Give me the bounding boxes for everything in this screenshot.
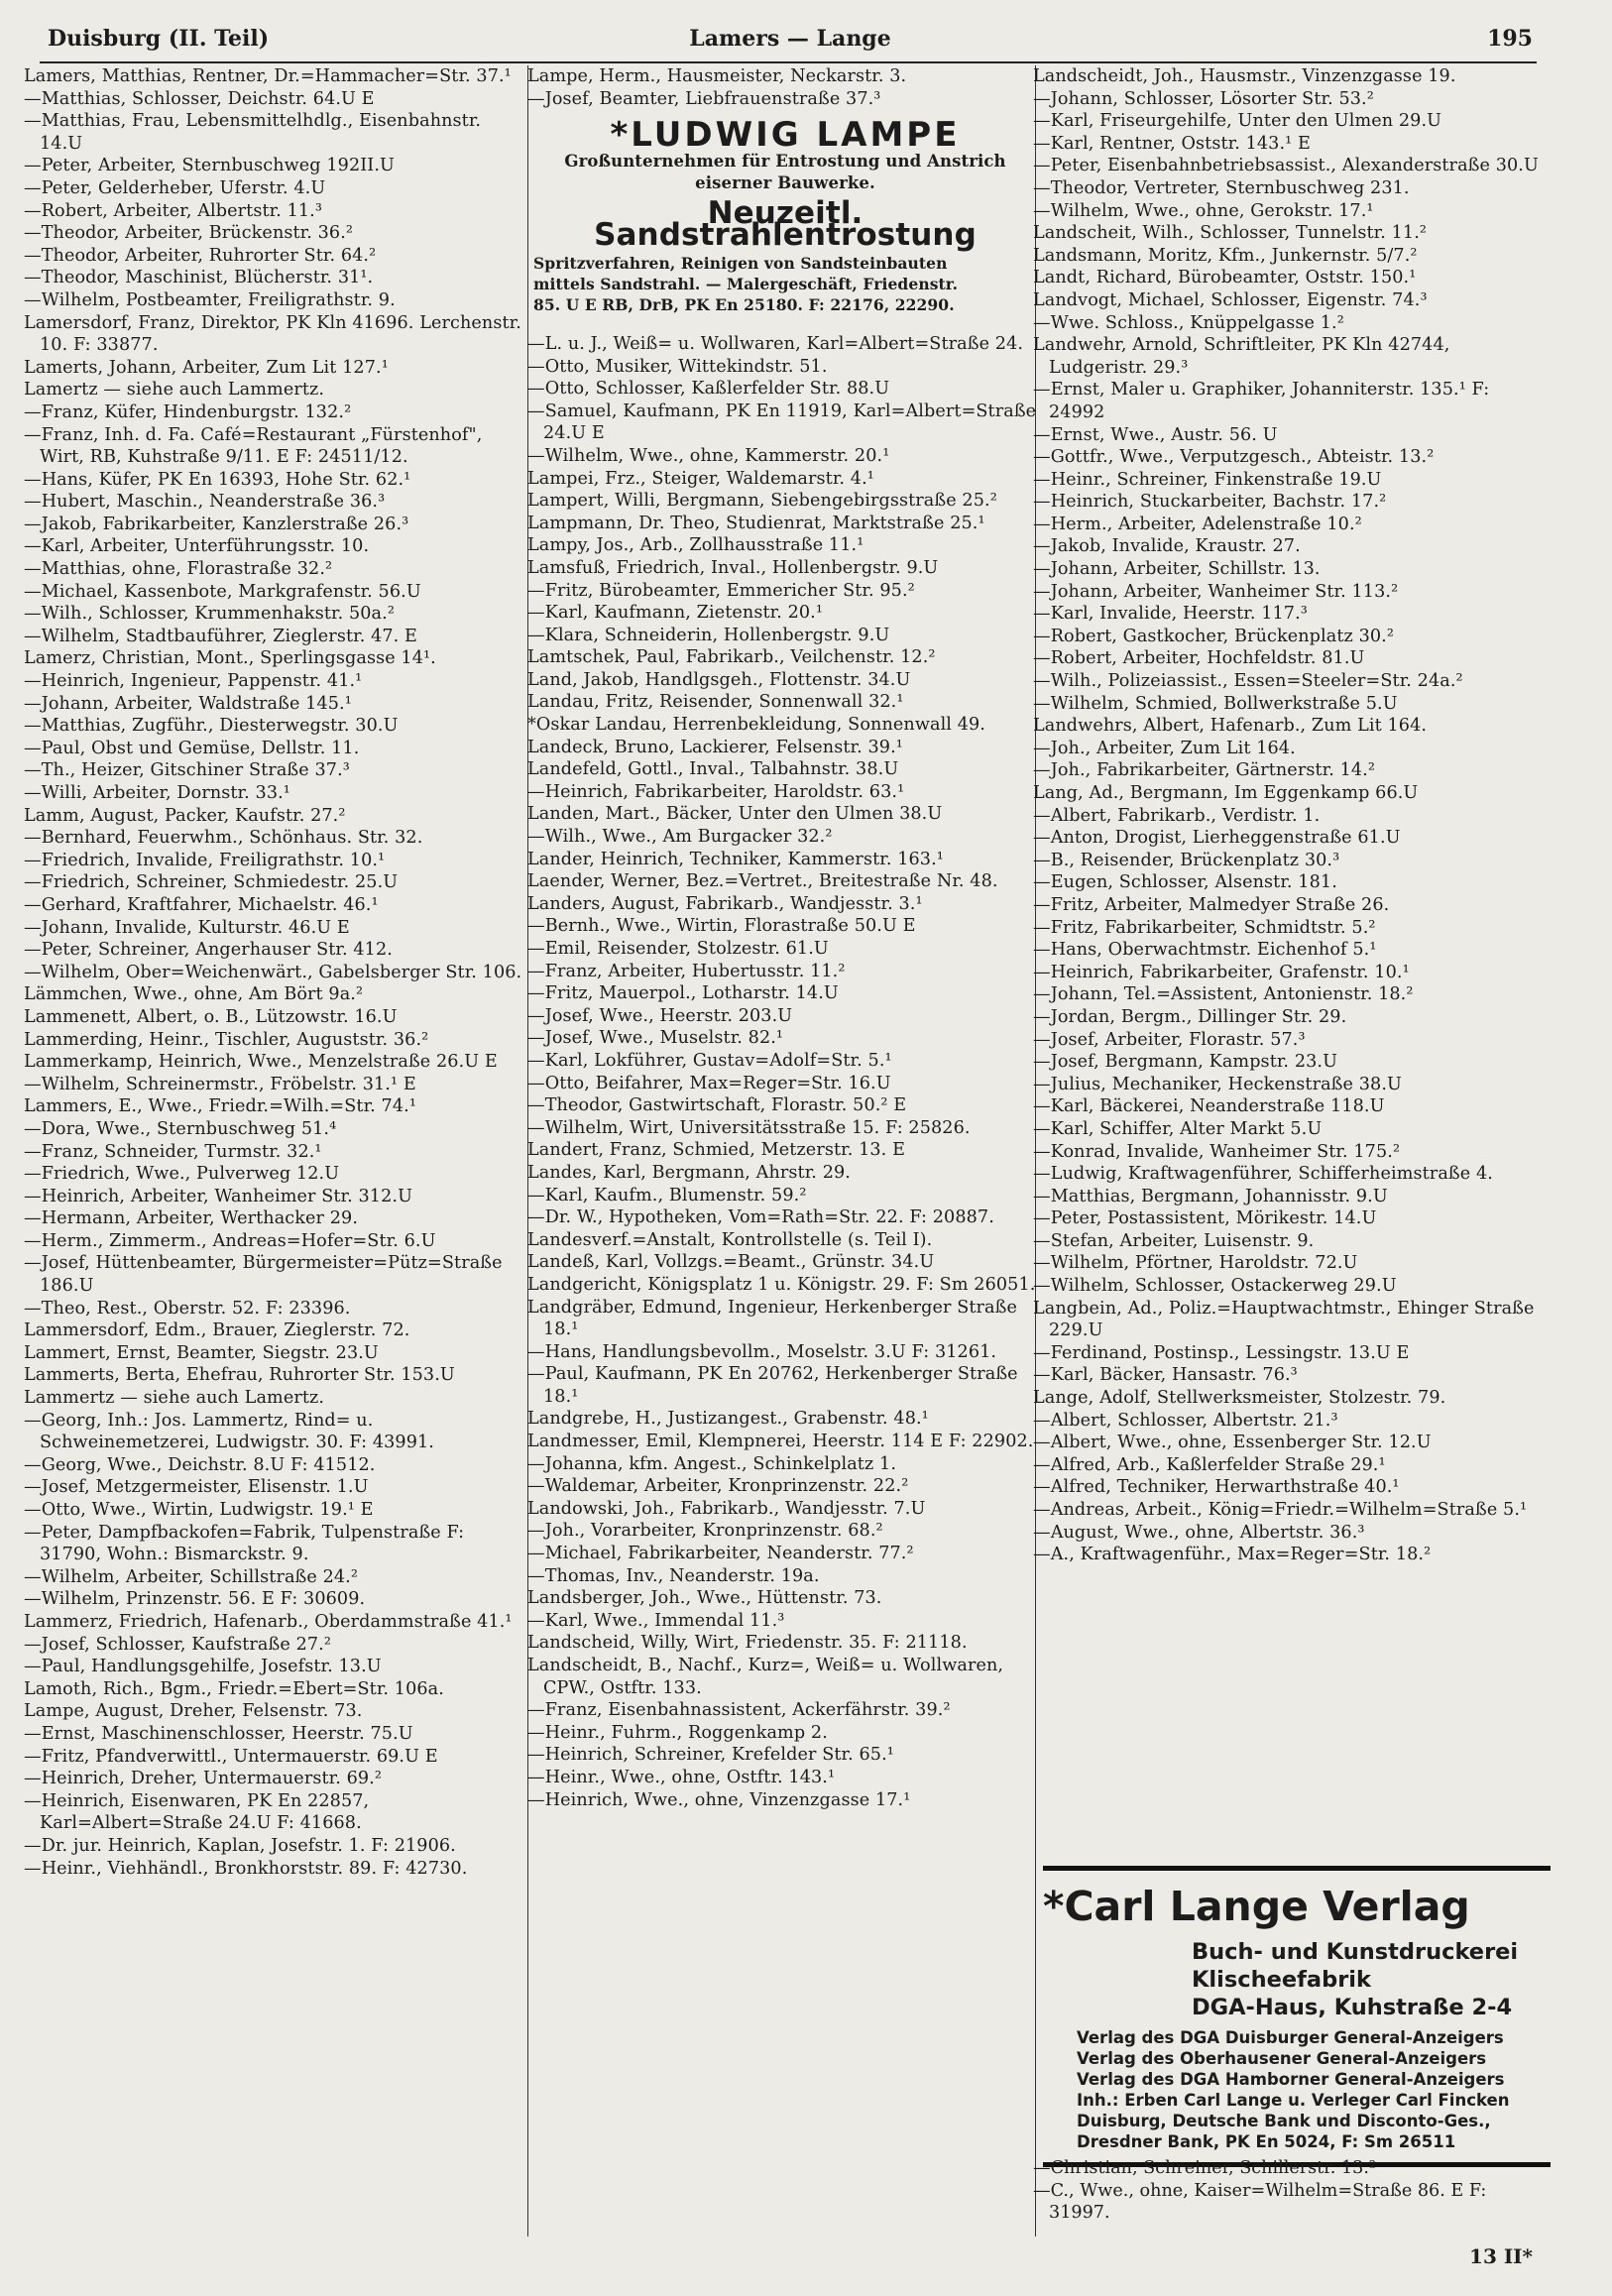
directory-entry: —Hans, Oberwachtmstr. Eichenhof 5.¹ (1033, 940, 1377, 961)
directory-entry: —C., Wwe., ohne, Kaiser=Wilhelm=Straße 86. E F: 31997. (1033, 2180, 1487, 2224)
directory-entry: —Heinrich, Arbeiter, Wanheimer Str. 312.U (24, 1186, 413, 1206)
directory-entry: —Otto, Musiker, Wittekindstr. 51. (527, 356, 828, 377)
directory-entry: —Michael, Kassenbote, Markgrafenstr. 56.U (24, 581, 421, 602)
directory-entry: —Karl, Invalide, Heerstr. 117.³ (1033, 604, 1308, 625)
directory-entry: Landowski, Joh., Fabrikarb., Wandjesstr. 7.U (527, 1498, 926, 1519)
directory-entry: Lamsfuß, Friedrich, Inval., Hollenbergstr. 9.U (527, 557, 939, 578)
directory-entry: —Karl, Friseurgehilfe, Unter den Ulmen 29.U (1033, 111, 1442, 132)
directory-entry: Landgräber, Edmund, Ingenieur, Herkenberger Straße 18.¹ (527, 1297, 1017, 1340)
directory-entry: —Joh., Vorarbeiter, Kronprinzenstr. 68.² (527, 1521, 883, 1542)
directory-entry: —Waldemar, Arbeiter, Kronprinzenstr. 22.² (527, 1476, 909, 1497)
directory-entry: —Theodor, Gastwirtschaft, Florastr. 50.² E (527, 1095, 907, 1116)
directory-entry: Lammerts, Berta, Ehefrau, Ruhrorter Str. 153.U (24, 1365, 455, 1386)
directory-entry: —Wilhelm, Schlosser, Ostackerweg 29.U (1033, 1276, 1397, 1297)
ad-line: Klischeefabrik (1192, 1967, 1371, 1993)
directory-entry: —Matthias, Frau, Lebensmittelhdlg., Eisenbahnstr. 14.U (24, 111, 482, 154)
directory-entry: —Herm., Zimmerm., Andreas=Hofer=Str. 6.U (24, 1230, 436, 1251)
directory-entry: —Paul, Kaufmann, PK En 20762, Herkenberger Straße 18.¹ (527, 1364, 1018, 1407)
directory-entry: Lampmann, Dr. Theo, Studienrat, Marktstraße 25.¹ (527, 513, 985, 533)
directory-entry: Lammerding, Heinr., Tischler, Auguststr. 36.² (24, 1029, 429, 1050)
directory-entry: —Emil, Reisender, Stolzestr. 61.U (527, 939, 829, 959)
directory-entry: Landsberger, Joh., Wwe., Hüttenstr. 73. (527, 1588, 882, 1609)
directory-entry: Lammers, E., Wwe., Friedr.=Wilh.=Str. 74.¹ (24, 1096, 416, 1117)
directory-entry: —Ferdinand, Postinsp., Lessingstr. 13.U E (1033, 1342, 1410, 1363)
directory-entry: Landen, Mart., Bäcker, Unter den Ulmen 38.U (527, 804, 943, 825)
directory-entry: Lampy, Jos., Arb., Zollhausstraße 11.¹ (527, 535, 864, 556)
directory-entry: —Karl, Schiffer, Alter Markt 5.U (1033, 1118, 1323, 1139)
directory-entry: —Gerhard, Kraftfahrer, Michaelstr. 46.¹ (24, 894, 379, 915)
directory-entry: Lange, Adolf, Stellwerksmeister, Stolzestr. 79. (1033, 1388, 1446, 1409)
ad-small-line: Verlag des DGA Duisburger General-Anzeigers (1077, 2028, 1504, 2047)
directory-entry: Landgrebe, H., Justizangest., Grabenstr. 48.¹ (527, 1409, 929, 1430)
directory-entry: Lamerz, Christian, Mont., Sperlingsgasse 14¹. (24, 648, 436, 669)
ad-title: *Carl Lange Verlag (1043, 1883, 1470, 1930)
directory-entry: Lampe, August, Dreher, Felsenstr. 73. (24, 1701, 363, 1722)
directory-entry: Lamertz — siehe auch Lammertz. (24, 380, 325, 401)
directory-entry: —Christian, Schreiner, Schillerstr. 13.² (1033, 2158, 1376, 2178)
directory-entry: —Heinr., Schreiner, Finkenstraße 19.U (1033, 469, 1382, 490)
directory-entry: Lampert, Willi, Bergmann, Siebengebirgsstraße 25.² (527, 491, 997, 512)
directory-entry: Land, Jakob, Handlgsgeh., Flottenstr. 34.U (527, 669, 911, 690)
directory-entry: Landesverf.=Anstalt, Kontrollstelle (s. Teil I). (527, 1229, 933, 1250)
directory-entry: Lammerz, Friedrich, Hafenarb., Oberdammstraße 41.¹ (24, 1611, 513, 1632)
directory-entry: Lamersdorf, Franz, Direktor, PK Kln 41696. Lerchenstr. 10. F: 33877. (24, 312, 521, 356)
directory-entry: —Robert, Gastkocher, Brückenplatz 30.² (1033, 626, 1394, 646)
directory-entry: —Josef, Beamter, Liebfrauenstraße 37.³ (527, 88, 881, 109)
directory-entry: Lammerkamp, Heinrich, Wwe., Menzelstraße 26.U E (24, 1052, 498, 1073)
ad-line: 85. U E RB, DrB, PK En 25180. F: 22176, 22290. (533, 294, 955, 314)
directory-entry: Lammertz — siehe auch Lamertz. (24, 1388, 325, 1409)
directory-entry: Lammert, Ernst, Beamter, Siegstr. 23.U (24, 1342, 379, 1363)
ad-line: mittels Sandstrahl. — Malergeschäft, Friedenstr. (533, 274, 959, 293)
ad-small-line: Dresdner Bank, PK En 5024, F: Sm 26511 (1077, 2132, 1456, 2151)
directory-entry: Landscheid, Willy, Wirt, Friedenstr. 35. F: 21118. (527, 1633, 968, 1654)
directory-entry: —Andreas, Arbeit., König=Friedr.=Wilhelm=Straße 5.¹ (1033, 1500, 1528, 1520)
directory-entry: —Anton, Drogist, Lierheggenstraße 61.U (1033, 828, 1401, 849)
directory-entry: —Albert, Fabrikarb., Verdistr. 1. (1033, 805, 1321, 826)
directory-entry: —Heinr., Wwe., ohne, Ostftr. 143.¹ (527, 1767, 836, 1787)
ad-title: *LUDWIG LAMPE (610, 115, 961, 156)
ludwig-lampe-ad (527, 110, 1043, 333)
directory-entry: —Fritz, Bürobeamter, Emmericher Str. 95.² (527, 580, 915, 601)
directory-entry: —Peter, Schreiner, Angerhauser Str. 412. (24, 940, 393, 961)
directory-entry: —Hans, Handlungsbevollm., Moselstr. 3.U F: 31261. (527, 1341, 997, 1362)
directory-entry: —Peter, Dampfbackofen=Fabrik, Tulpenstraße F: 31790, Wohn.: Bismarckstr. 9. (24, 1522, 465, 1565)
directory-entry: —Wilhelm, Ober=Weichenwärt., Gabelsberger Str. 106. (24, 962, 522, 982)
ad-small-line: Duisburg, Deutsche Bank und Disconto-Ges., (1077, 2112, 1491, 2130)
directory-entry: —Franz, Küfer, Hindenburgstr. 132.² (24, 402, 352, 422)
directory-entry: —Josef, Schlosser, Kaufstraße 27.² (24, 1634, 332, 1655)
directory-entry: —Matthias, ohne, Florastraße 32.² (24, 559, 333, 580)
directory-entry: Landvogt, Michael, Schlosser, Eigenstr. 74.³ (1033, 289, 1428, 310)
header-rule (40, 61, 1537, 63)
directory-entry: —B., Reisender, Brückenplatz 30.³ (1033, 850, 1340, 870)
directory-entry: —Friedrich, Wwe., Pulverweg 12.U (24, 1164, 340, 1185)
directory-entry: —Karl, Wwe., Immendal 11.³ (527, 1610, 785, 1631)
directory-entry: Lamerts, Johann, Arbeiter, Zum Lit 127.¹ (24, 357, 389, 378)
directory-entry: Lang, Ad., Bergmann, Im Eggenkamp 66.U (1033, 783, 1419, 803)
directory-entry: —Thomas, Inv., Neanderstr. 19a. (527, 1565, 820, 1586)
directory-entry: —Franz, Arbeiter, Hubertusstr. 11.² (527, 961, 846, 981)
directory-entry: —Alfred, Arb., Kaßlerfelder Straße 29.¹ (1033, 1454, 1386, 1475)
left-column (24, 65, 529, 2266)
directory-entry: Lammenett, Albert, o. B., Lützowstr. 16.U (24, 1006, 398, 1027)
directory-entry: —Heinr., Viehhändl., Bronkhorststr. 89. F: 42730. (24, 1858, 468, 1879)
directory-entry: —Wilhelm, Postbeamter, Freiligrathstr. 9. (24, 289, 396, 310)
directory-entry: —Karl, Arbeiter, Unterführungsstr. 10. (24, 536, 370, 557)
directory-entry: —Karl, Bäckerei, Neanderstraße 118.U (1033, 1096, 1385, 1117)
directory-entry: —Jordan, Bergm., Dillinger Str. 29. (1033, 1006, 1347, 1027)
directory-entry: —Wilh., Wwe., Am Burgacker 32.² (527, 827, 833, 848)
ad-line: Buch- und Kunstdruckerei (1192, 1939, 1519, 1965)
directory-entry: —Ludwig, Kraftwagenführer, Schifferheimstraße 4. (1033, 1164, 1493, 1185)
directory-entry: Lamtschek, Paul, Fabrikarb., Veilchenstr. 12.² (527, 647, 936, 668)
page-header (48, 22, 1533, 59)
directory-entry: —Josef, Bergmann, Kampstr. 23.U (1033, 1052, 1338, 1073)
directory-entry: —Franz, Schneider, Turmstr. 32.¹ (24, 1141, 322, 1162)
directory-entry: —Theodor, Vertreter, Sternbuschweg 231. (1033, 177, 1410, 198)
directory-entry: —Hans, Küfer, PK En 16393, Hohe Str. 62.¹ (24, 469, 411, 490)
ad-small-line: Verlag des Oberhausener General-Anzeigers (1077, 2049, 1487, 2068)
directory-entry: —Johanna, kfm. Angest., Schinkelplatz 1. (527, 1453, 897, 1474)
directory-entry: —Wilh., Polizeiassist., Essen=Steeler=Str. 24a.² (1033, 671, 1463, 692)
directory-entry: —Herm., Arbeiter, Adelenstraße 10.² (1033, 514, 1362, 534)
directory-entry: —Stefan, Arbeiter, Luisenstr. 9. (1033, 1230, 1315, 1251)
directory-entry: —Josef, Wwe., Muselstr. 82.¹ (527, 1028, 784, 1049)
directory-entry: Landau, Fritz, Reisender, Sonnenwall 32.¹ (527, 692, 904, 713)
directory-entry: Lämmchen, Wwe., ohne, Am Bört 9a.² (24, 984, 364, 1005)
directory-entry: —Josef, Wwe., Heerstr. 203.U (527, 1005, 793, 1026)
directory-entry: —Franz, Eisenbahnassistent, Ackerfährstr. 39.² (527, 1700, 951, 1721)
directory-entry: —Josef, Arbeiter, Florastr. 57.³ (1033, 1029, 1306, 1050)
directory-entry: —Johann, Tel.=Assistent, Antonienstr. 18.² (1033, 984, 1414, 1005)
right-bottom-entries (1033, 2157, 1549, 2225)
directory-entry: Lampei, Frz., Steiger, Waldemarstr. 4.¹ (527, 468, 874, 489)
page-footer: 13 II* (1469, 2244, 1533, 2268)
directory-entry: —Peter, Postassistent, Mörikestr. 14.U (1033, 1208, 1377, 1229)
directory-entry: —Matthias, Bergmann, Johannisstr. 9.U (1033, 1186, 1388, 1206)
directory-entry: —Jakob, Fabrikarbeiter, Kanzlerstraße 26.³ (24, 514, 409, 534)
directory-entry: —Klara, Schneiderin, Hollenbergstr. 9.U (527, 625, 890, 645)
directory-entry: —Joh., Arbeiter, Zum Lit 164. (1033, 738, 1296, 758)
directory-entry: —Wilh., Schlosser, Krummenhakstr. 50a.² (24, 604, 395, 625)
directory-entry: —Hubert, Maschin., Neanderstraße 36.³ (24, 492, 386, 513)
directory-entry: Landeck, Bruno, Lackierer, Felsenstr. 39.¹ (527, 737, 903, 757)
directory-entry: —Josef, Metzgermeister, Elisenstr. 1.U (24, 1477, 369, 1498)
directory-entry: —Konrad, Invalide, Wanheimer Str. 175.² (1033, 1141, 1401, 1162)
directory-entry: —Georg, Inh.: Jos. Lammertz, Rind= u. Schweinemetzerei, Ludwigstr. 30. F: 43991. (24, 1410, 434, 1453)
directory-entry: —Heinr., Fuhrm., Roggenkamp 2. (527, 1722, 828, 1743)
directory-entry: —Wilhelm, Wirt, Universitätsstraße 15. F: 25826. (527, 1117, 971, 1138)
carl-lange-verlag-ad (1043, 1866, 1551, 2167)
directory-entry: —Matthias, Zugführ., Diesterwegstr. 30.U (24, 716, 399, 737)
directory-entry: Landscheidt, B., Nachf., Kurz=, Weiß= u. Wollwaren, CPW., Ostftr. 133. (527, 1656, 1004, 1698)
directory-entry: —Eugen, Schlosser, Alsenstr. 181. (1033, 872, 1337, 893)
directory-entry: —Karl, Bäcker, Hansastr. 76.³ (1033, 1365, 1298, 1386)
directory-entry: —Dr. W., Hypotheken, Vom=Rath=Str. 22. F: 20887. (527, 1207, 994, 1228)
directory-entry: —Wilhelm, Arbeiter, Schillstraße 24.² (24, 1566, 359, 1587)
directory-entry: —Johann, Arbeiter, Wanheimer Str. 113.² (1033, 581, 1399, 602)
directory-entry: —Heinrich, Ingenieur, Pappenstr. 41.¹ (24, 671, 363, 692)
directory-entry: —Karl, Kaufmann, Zietenstr. 20.¹ (527, 603, 824, 624)
ad-line: eiserner Bauwerke. (695, 172, 875, 192)
directory-entry: Landgericht, Königsplatz 1 u. Königstr. 29. F: Sm 26051. (527, 1274, 1036, 1295)
directory-entry: —Ernst, Wwe., Austr. 56. U (1033, 424, 1278, 445)
directory-entry: —Albert, Schlosser, Albertstr. 21.³ (1033, 1410, 1338, 1431)
directory-entry: —Fritz, Mauerpol., Lotharstr. 14.U (527, 983, 839, 1004)
directory-entry: Lammersdorf, Edm., Brauer, Zieglerstr. 72. (24, 1320, 410, 1341)
directory-entry: —Heinrich, Wwe., ohne, Vinzenzgasse 17.¹ (527, 1789, 911, 1810)
directory-entry: —Josef, Hüttenbeamter, Bürgermeister=Pütz=Straße 186.U (24, 1253, 503, 1297)
directory-entry: —Wilhelm, Prinzenstr. 56. E F: 30609. (24, 1589, 366, 1610)
directory-entry: —Dr. jur. Heinrich, Kaplan, Josefstr. 1. F: 21906. (24, 1835, 456, 1856)
directory-entry: —Ernst, Maler u. Graphiker, Johanniterstr. 135.¹ F: 24992 (1033, 380, 1490, 422)
header-section: Duisburg (II. Teil) (48, 26, 270, 52)
directory-entry: Landefeld, Gottl., Inval., Talbahnstr. 38.U (527, 759, 899, 780)
directory-entry: —Heinrich, Eisenwaren, PK En 22857, Karl=Albert=Straße 24.U F: 41668. (24, 1790, 370, 1834)
directory-entry: —Albert, Wwe., ohne, Essenberger Str. 12.U (1033, 1433, 1432, 1453)
directory-entry: —Otto, Beifahrer, Max=Reger=Str. 16.U (527, 1073, 891, 1093)
directory-entry: Landt, Richard, Bürobeamter, Oststr. 150.¹ (1033, 268, 1417, 288)
directory-entry: —Willi, Arbeiter, Dornstr. 33.¹ (24, 783, 290, 803)
directory-entry: Landert, Franz, Schmied, Metzerstr. 13. E (527, 1140, 906, 1161)
directory-entry: —Friedrich, Invalide, Freiligrathstr. 10.¹ (24, 850, 386, 870)
directory-entry: Landscheidt, Joh., Hausmstr., Vinzenzgasse 19. (1033, 66, 1456, 86)
directory-entry: Landscheit, Wilh., Schlosser, Tunnelstr. 11.² (1033, 223, 1428, 244)
ad-line: DGA-Haus, Kuhstraße 2-4 (1192, 1995, 1513, 2020)
directory-entry: —Peter, Arbeiter, Sternbuschweg 192II.U (24, 156, 395, 176)
directory-entry: —Theodor, Arbeiter, Ruhrorter Str. 64.² (24, 245, 377, 266)
directory-entry: —L. u. J., Weiß= u. Wollwaren, Karl=Albert=Straße 24. (527, 333, 1024, 354)
directory-entry: —Wilhelm, Schreinermstr., Fröbelstr. 31.¹ E (24, 1074, 416, 1094)
page-number: 195 (1487, 26, 1533, 52)
directory-entry: —Heinrich, Schreiner, Krefelder Str. 65.¹ (527, 1745, 894, 1766)
directory-entry: —Theodor, Maschinist, Blücherstr. 31¹. (24, 268, 374, 288)
directory-entry: —Theo, Rest., Oberstr. 52. F: 23396. (24, 1298, 351, 1319)
directory-entry: —Wilhelm, Wwe., ohne, Kammerstr. 20.¹ (527, 445, 890, 466)
directory-entry: —Heinrich, Fabrikarbeiter, Haroldstr. 63.¹ (527, 781, 905, 802)
directory-entry: Landers, August, Fabrikarb., Wandjesstr. 3.¹ (527, 893, 923, 914)
directory-entry: *Oskar Landau, Herrenbekleidung, Sonnenwall 49. (527, 715, 985, 736)
directory-entry: —Wilhelm, Stadtbauführer, Zieglerstr. 47. E (24, 626, 417, 646)
directory-entry: —Paul, Obst und Gemüse, Dellstr. 11. (24, 738, 360, 758)
directory-entry: —Friedrich, Schreiner, Schmiedestr. 25.U (24, 872, 399, 893)
directory-entry: —Johann, Invalide, Kulturstr. 46.U E (24, 917, 350, 938)
directory-entry: —Gottfr., Wwe., Verputzgesch., Abteistr. 13.² (1033, 447, 1435, 468)
middle-column (527, 65, 1043, 2266)
directory-entry: Lamoth, Rich., Bgm., Friedr.=Ebert=Str. 106a. (24, 1678, 444, 1699)
directory-entry: Landes, Karl, Bergmann, Ahrstr. 29. (527, 1162, 851, 1183)
directory-entry: —Bernhard, Feuerwhm., Schönhaus. Str. 32. (24, 828, 423, 849)
header-range: Lamers — Lange (689, 26, 891, 52)
directory-entry: —A., Kraftwagenführ., Max=Reger=Str. 18.² (1033, 1545, 1432, 1565)
directory-entry: —Heinrich, Dreher, Untermauerstr. 69.² (24, 1769, 383, 1789)
directory-entry: —Jakob, Invalide, Kraustr. 27. (1033, 536, 1301, 557)
directory-entry: —Th., Heizer, Gitschiner Straße 37.³ (24, 760, 350, 781)
directory-entry: —Wilhelm, Wwe., ohne, Gerokstr. 17.¹ (1033, 200, 1374, 221)
directory-entry: —Otto, Schlosser, Kaßlerfelder Str. 88.U (527, 379, 890, 400)
directory-entry: —Franz, Inh. d. Fa. Café=Restaurant „Fürstenhof", Wirt, RB, Kuhstraße 9/11. E F: 24511/12. (24, 424, 483, 468)
directory-entry: —Theodor, Arbeiter, Brückenstr. 36.² (24, 223, 354, 244)
directory-entry: —Johann, Schlosser, Lösorter Str. 53.² (1033, 88, 1374, 109)
directory-entry: —Georg, Wwe., Deichstr. 8.U F: 41512. (24, 1454, 376, 1475)
directory-entry: Lander, Heinrich, Techniker, Kammerstr. 163.¹ (527, 849, 944, 869)
directory-entry: —Peter, Gelderheber, Uferstr. 4.U (24, 177, 326, 198)
directory-entry: —Wilhelm, Schmied, Bollwerkstraße 5.U (1033, 693, 1398, 714)
directory-entry: —Fritz, Fabrikarbeiter, Schmidtstr. 5.² (1033, 917, 1376, 938)
directory-entry: —Peter, Eisenbahnbetriebsassist., Alexanderstraße 30.U (1033, 156, 1539, 176)
directory-entry: —Bernh., Wwe., Wirtin, Florastraße 50.U E (527, 916, 916, 937)
directory-entry: —Robert, Arbeiter, Hochfeldstr. 81.U (1033, 648, 1365, 669)
directory-entry: —Joh., Fabrikarbeiter, Gärtnerstr. 14.² (1033, 760, 1376, 781)
ad-headline: Neuzeitl. Sandstrahlentrostung (594, 194, 977, 254)
directory-entry: —Wilhelm, Pförtner, Haroldstr. 72.U (1033, 1253, 1358, 1274)
directory-entry: Landmesser, Emil, Klempnerei, Heerstr. 114 E F: 22902. (527, 1432, 1034, 1452)
directory-entry: Langbein, Ad., Poliz.=Hauptwachtmstr., Ehinger Straße 229.U (1033, 1298, 1535, 1341)
directory-entry: Landsmann, Moritz, Kfm., Junkernstr. 5/7.² (1033, 245, 1418, 266)
directory-entry: —Robert, Arbeiter, Albertstr. 11.³ (24, 200, 323, 221)
directory-entry: —Heinrich, Stuckarbeiter, Bachstr. 17.² (1033, 492, 1387, 513)
directory-entry: —Paul, Handlungsgehilfe, Josefstr. 13.U (24, 1657, 382, 1677)
directory-entry: —Wwe. Schloss., Knüppelgasse 1.² (1033, 312, 1344, 333)
directory-entry: —Karl, Kaufm., Blumenstr. 59.² (527, 1185, 807, 1205)
directory-entry: —Johann, Arbeiter, Waldstraße 145.¹ (24, 693, 352, 714)
directory-entry: —Fritz, Arbeiter, Malmedyer Straße 26. (1033, 894, 1390, 915)
directory-entry: —Matthias, Schlosser, Deichstr. 64.U E (24, 88, 375, 109)
ad-line: Spritzverfahren, Reinigen von Sandsteinbauten (533, 253, 948, 273)
directory-entry: Laender, Werner, Bez.=Vertret., Breitestraße Nr. 48. (527, 871, 998, 892)
directory-entry: —August, Wwe., ohne, Albertstr. 36.³ (1033, 1522, 1365, 1543)
directory-entry: —Alfred, Techniker, Herwarthstraße 40.¹ (1033, 1477, 1400, 1498)
ad-small-line: Verlag des DGA Hamborner General-Anzeigers (1077, 2070, 1505, 2089)
directory-entry: —Johann, Arbeiter, Schillstr. 13. (1033, 559, 1321, 580)
directory-entry: —Karl, Lokführer, Gustav=Adolf=Str. 5.¹ (527, 1050, 892, 1071)
ad-small-line: Inh.: Erben Carl Lange u. Verleger Carl Fincken (1077, 2091, 1510, 2110)
directory-entry: Landwehrs, Albert, Hafenarb., Zum Lit 164. (1033, 716, 1428, 737)
ad-line: Großunternehmen für Entrostung und Anstrich (564, 151, 1006, 171)
directory-entry: —Hermann, Arbeiter, Werthacker 29. (24, 1208, 359, 1229)
directory-entry: Lampe, Herm., Hausmeister, Neckarstr. 3. (527, 66, 907, 86)
directory-entry: Landeß, Karl, Vollzgs.=Beamt., Grünstr. 34.U (527, 1252, 935, 1273)
right-column (1033, 65, 1549, 1850)
directory-entry: —Michael, Fabrikarbeiter, Neanderstr. 77.² (527, 1544, 914, 1564)
directory-entry: Landwehr, Arnold, Schriftleiter, PK Kln 42744, Ludgeristr. 29.³ (1033, 335, 1450, 378)
directory-entry: —Otto, Wwe., Wirtin, Ludwigstr. 19.¹ E (24, 1500, 374, 1520)
directory-entry: —Julius, Mechaniker, Heckenstraße 38.U (1033, 1074, 1402, 1094)
directory-entry: —Heinrich, Fabrikarbeiter, Grafenstr. 10.¹ (1033, 962, 1410, 982)
directory-entry: —Fritz, Pfandverwittl., Untermauerstr. 69.U E (24, 1746, 438, 1767)
directory-entry: —Karl, Rentner, Oststr. 143.¹ E (1033, 133, 1311, 154)
directory-entry: Lamm, August, Packer, Kaufstr. 27.² (24, 805, 346, 826)
directory-entry: —Samuel, Kaufmann, PK En 11919, Karl=Albert=Straße 24.U E (527, 401, 1037, 444)
directory-entry: —Ernst, Maschinenschlosser, Heerstr. 75.U (24, 1723, 413, 1744)
directory-entry: Lamers, Matthias, Rentner, Dr.=Hammacher=Str. 37.¹ (24, 66, 512, 86)
directory-entry: —Dora, Wwe., Sternbuschweg 51.⁴ (24, 1118, 337, 1139)
